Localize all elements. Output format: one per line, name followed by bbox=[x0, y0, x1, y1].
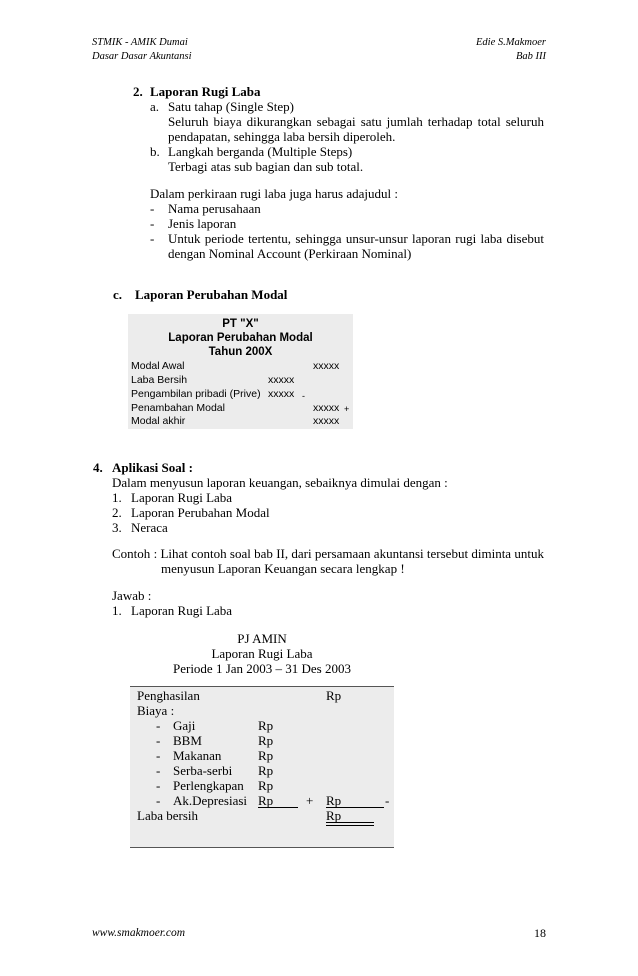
expense-label: Gaji bbox=[173, 718, 196, 733]
report-name: Laporan Rugi Laba bbox=[211, 646, 313, 661]
item-title: Satu tahap (Single Step) bbox=[168, 99, 295, 114]
header-course: STMIK - AMIK Dumai bbox=[92, 37, 188, 48]
modal-statement-table bbox=[128, 314, 353, 429]
table-row-label: Penambahan Modal bbox=[131, 402, 225, 414]
table-row-value: xxxxx bbox=[268, 374, 295, 386]
row-currency: Rp bbox=[258, 793, 274, 808]
table-row-label: Modal Awal bbox=[131, 360, 185, 372]
paragraph-line: Dalam perkiraan rugi laba juga harus adajudul : bbox=[150, 186, 398, 201]
row-currency: Rp bbox=[258, 718, 274, 733]
list-item: Neraca bbox=[131, 520, 168, 535]
table-row-label: Modal akhir bbox=[131, 415, 186, 427]
row-currency: Rp bbox=[258, 733, 274, 748]
double-underline-top bbox=[326, 822, 374, 823]
paragraph-line: Jawab : bbox=[112, 588, 152, 603]
section-title: Laporan Perubahan Modal bbox=[135, 287, 288, 302]
row-currency: Rp bbox=[258, 778, 274, 793]
row-dash: - bbox=[156, 778, 161, 793]
table-row-label: Pengambilan pribadi (Prive) bbox=[131, 388, 261, 400]
table-row-value: xxxxx bbox=[313, 415, 340, 427]
net-income-label: Laba bersih bbox=[137, 808, 199, 823]
row-dash: - bbox=[156, 733, 161, 748]
section-number: 2. bbox=[133, 84, 143, 99]
paragraph-line: pendapatan, sehingga laba bersih diperoleh. bbox=[168, 129, 396, 144]
operator-minus: - bbox=[385, 793, 390, 808]
paragraph-line: Dalam menyusun laporan keuangan, sebaiknya dimulai dengan : bbox=[112, 475, 448, 490]
row-dash: - bbox=[156, 718, 161, 733]
list-number: 2. bbox=[112, 505, 122, 520]
header-chapter: Bab III bbox=[515, 51, 546, 62]
item-label: a. bbox=[150, 99, 160, 114]
expense-label: Ak.Depresiasi bbox=[173, 793, 248, 808]
paragraph-line: Terbagi atas sub bagian dan sub total. bbox=[168, 159, 364, 174]
section-number: c. bbox=[113, 287, 123, 302]
bullet-item: Nama perusahaan bbox=[168, 201, 261, 216]
subtotal-underline bbox=[258, 807, 298, 808]
operator-plus: + bbox=[306, 793, 314, 808]
bullet-dash: - bbox=[150, 216, 155, 231]
paragraph-line: menyusun Laporan Keuangan secara lengkap ! bbox=[161, 561, 405, 576]
row-dash: - bbox=[156, 748, 161, 763]
expense-label: Makanan bbox=[173, 748, 222, 763]
row-currency: Rp bbox=[258, 763, 274, 778]
list-item: Laporan Rugi Laba bbox=[131, 603, 233, 618]
bullet-item: Untuk periode tertentu, sehingga unsur-unsur laporan rugi laba disebut bbox=[168, 231, 544, 246]
row-dash: - bbox=[156, 793, 161, 808]
report-company: PJ AMIN bbox=[237, 631, 287, 646]
bullet-item-continued: dengan Nominal Account (Perkiraan Nominal) bbox=[168, 246, 412, 261]
report-period: Periode 1 Jan 2003 – 31 Des 2003 bbox=[172, 661, 351, 676]
table-row-operator: + bbox=[344, 404, 350, 414]
list-number: 1. bbox=[112, 490, 122, 505]
table-row-value: xxxxx bbox=[313, 402, 340, 414]
list-item: Laporan Rugi Laba bbox=[131, 490, 233, 505]
page-number: 18 bbox=[534, 926, 546, 940]
list-item: Laporan Perubahan Modal bbox=[131, 505, 270, 520]
table-row-label: Laba Bersih bbox=[131, 374, 188, 386]
paragraph-line: Contoh : Lihat contoh soal bab II, dari persamaan akuntansi tersebut diminta untuk bbox=[112, 546, 544, 561]
expense-label: BBM bbox=[173, 733, 202, 748]
section-title: Aplikasi Soal : bbox=[112, 460, 193, 475]
table-row-operator: - bbox=[302, 391, 305, 401]
table-title: Laporan Perubahan Modal bbox=[168, 332, 313, 344]
table-row-value: xxxxx bbox=[268, 388, 295, 400]
row-dash: - bbox=[156, 763, 161, 778]
table-title: PT "X" bbox=[222, 318, 259, 330]
list-number: 1. bbox=[112, 603, 122, 618]
footer-website: www.smakmoer.com bbox=[92, 927, 186, 939]
header-subject: Dasar Dasar Akuntansi bbox=[92, 51, 192, 62]
table-title: Tahun 200X bbox=[208, 346, 273, 358]
paragraph-line: Seluruh biaya dikurangkan sebagai satu jumlah terhadap total seluruh bbox=[168, 114, 544, 129]
section-title: Laporan Rugi Laba bbox=[150, 84, 261, 99]
list-number: 3. bbox=[112, 520, 122, 535]
total-currency: Rp bbox=[326, 793, 342, 808]
expense-label: Perlengkapan bbox=[173, 778, 244, 793]
row-currency: Rp bbox=[258, 748, 274, 763]
item-title: Langkah berganda (Multiple Steps) bbox=[168, 144, 353, 159]
table-row-value: xxxxx bbox=[313, 360, 340, 372]
row-currency: Rp bbox=[326, 688, 342, 703]
section-number: 4. bbox=[93, 460, 103, 475]
header-author: Edie S.Makmoer bbox=[476, 37, 546, 48]
bullet-dash: - bbox=[150, 231, 155, 246]
item-label: b. bbox=[150, 144, 160, 159]
bullet-dash: - bbox=[150, 201, 155, 216]
bullet-item: Jenis laporan bbox=[168, 216, 237, 231]
net-income-currency: Rp bbox=[326, 808, 342, 823]
income-statement-box bbox=[130, 686, 394, 848]
double-underline-bottom bbox=[326, 825, 374, 826]
row-label: Biaya : bbox=[137, 703, 175, 718]
expense-label: Serba-serbi bbox=[173, 763, 233, 778]
row-label: Penghasilan bbox=[137, 688, 200, 703]
